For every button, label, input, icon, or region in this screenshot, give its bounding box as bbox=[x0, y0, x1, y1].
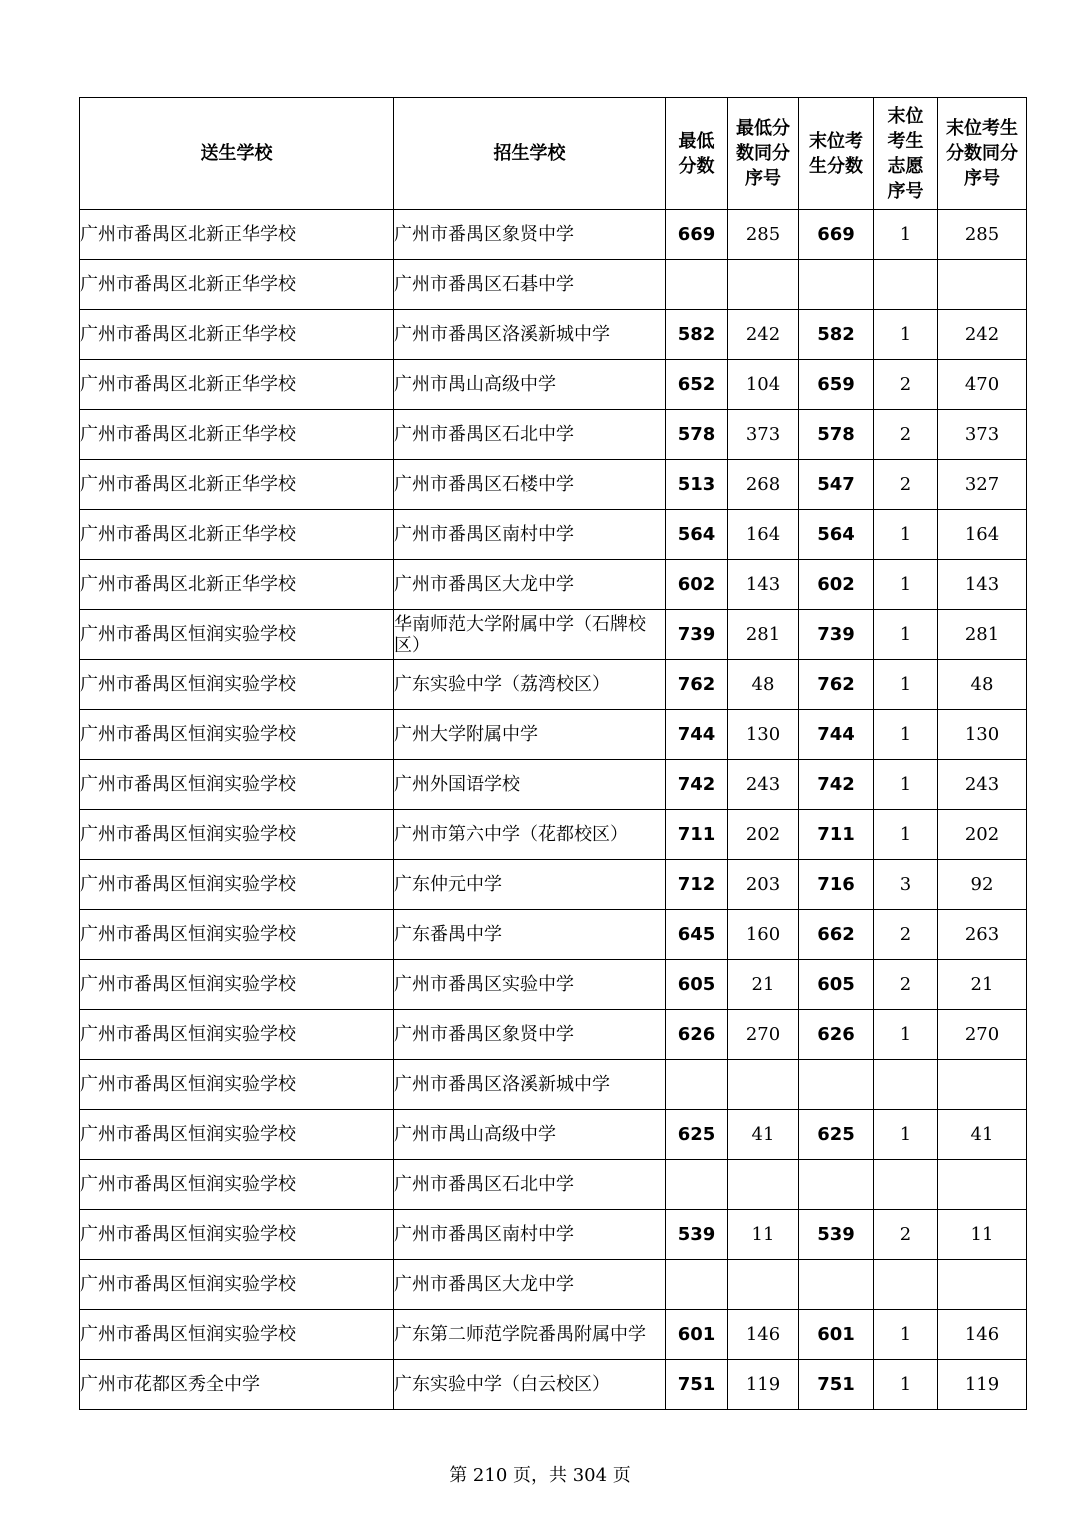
last-score-rank-cell: 373 bbox=[938, 410, 1027, 460]
last-score-rank-cell: 146 bbox=[938, 1310, 1027, 1360]
sending-school-cell: 广州市花都区秀全中学 bbox=[80, 1360, 394, 1410]
header-cell: 送生学校 bbox=[80, 98, 394, 210]
table-row bbox=[80, 1060, 1027, 1110]
last-choice-order-cell: 1 bbox=[874, 710, 938, 760]
min-score-rank-cell: 281 bbox=[728, 610, 799, 660]
min-score-rank-cell: 160 bbox=[728, 910, 799, 960]
admitting-school-cell: 广州市禺山高级中学 bbox=[394, 360, 666, 410]
admitting-school-cell: 广州外国语学校 bbox=[394, 760, 666, 810]
min-score-cell: 711 bbox=[666, 810, 728, 860]
sending-school-cell: 广州市番禺区恒润实验学校 bbox=[80, 1210, 394, 1260]
admitting-school-cell: 广州市第六中学（花都校区） bbox=[394, 810, 666, 860]
table-row bbox=[80, 1110, 1027, 1160]
admitting-school-cell: 广州市番禺区石北中学 bbox=[394, 1160, 666, 1210]
min-score-rank-cell: 119 bbox=[728, 1360, 799, 1410]
last-score-cell bbox=[799, 1060, 874, 1110]
table-row bbox=[80, 810, 1027, 860]
admitting-school-cell: 广州市番禺区象贤中学 bbox=[394, 1010, 666, 1060]
admitting-school-cell: 广州市番禺区石楼中学 bbox=[394, 460, 666, 510]
last-choice-order-cell bbox=[874, 1160, 938, 1210]
min-score-rank-cell: 164 bbox=[728, 510, 799, 560]
sending-school-cell: 广州市番禺区恒润实验学校 bbox=[80, 1110, 394, 1160]
min-score-cell bbox=[666, 1160, 728, 1210]
last-score-cell: 662 bbox=[799, 910, 874, 960]
last-score-rank-cell bbox=[938, 1060, 1027, 1110]
min-score-cell: 652 bbox=[666, 360, 728, 410]
admitting-school-cell: 广东番禺中学 bbox=[394, 910, 666, 960]
table-row bbox=[80, 1210, 1027, 1260]
min-score-rank-cell bbox=[728, 260, 799, 310]
sending-school-cell: 广州市番禺区北新正华学校 bbox=[80, 510, 394, 560]
sending-school-cell: 广州市番禺区恒润实验学校 bbox=[80, 610, 394, 660]
min-score-cell: 601 bbox=[666, 1310, 728, 1360]
last-score-cell: 742 bbox=[799, 760, 874, 810]
min-score-cell bbox=[666, 1060, 728, 1110]
min-score-rank-cell: 203 bbox=[728, 860, 799, 910]
admitting-school-cell: 广州市番禺区南村中学 bbox=[394, 510, 666, 560]
last-choice-order-cell: 1 bbox=[874, 310, 938, 360]
admitting-school-cell: 广州大学附属中学 bbox=[394, 710, 666, 760]
table-row bbox=[80, 1010, 1027, 1060]
table-row bbox=[80, 260, 1027, 310]
last-score-rank-cell: 470 bbox=[938, 360, 1027, 410]
table-row bbox=[80, 210, 1027, 260]
last-score-cell: 762 bbox=[799, 660, 874, 710]
page-footer: 第 210 页，共 304 页 bbox=[449, 1465, 631, 1486]
admitting-school-cell: 广东实验中学（白云校区） bbox=[394, 1360, 666, 1410]
last-score-rank-cell: 202 bbox=[938, 810, 1027, 860]
sending-school-cell: 广州市番禺区北新正华学校 bbox=[80, 410, 394, 460]
table-row bbox=[80, 510, 1027, 560]
sending-school-cell: 广州市番禺区恒润实验学校 bbox=[80, 710, 394, 760]
last-score-cell: 582 bbox=[799, 310, 874, 360]
last-score-rank-cell: 143 bbox=[938, 560, 1027, 610]
min-score-rank-cell bbox=[728, 1260, 799, 1310]
min-score-cell: 602 bbox=[666, 560, 728, 610]
admitting-school-cell: 广东仲元中学 bbox=[394, 860, 666, 910]
last-score-cell: 539 bbox=[799, 1210, 874, 1260]
admitting-school-cell: 广州市番禺区洛溪新城中学 bbox=[394, 310, 666, 360]
last-choice-order-cell: 1 bbox=[874, 210, 938, 260]
last-score-cell: 626 bbox=[799, 1010, 874, 1060]
min-score-cell: 582 bbox=[666, 310, 728, 360]
min-score-rank-cell: 146 bbox=[728, 1310, 799, 1360]
sending-school-cell: 广州市番禺区恒润实验学校 bbox=[80, 810, 394, 860]
last-choice-order-cell: 1 bbox=[874, 810, 938, 860]
min-score-cell: 513 bbox=[666, 460, 728, 510]
table-row bbox=[80, 310, 1027, 360]
last-score-cell: 744 bbox=[799, 710, 874, 760]
min-score-rank-cell: 130 bbox=[728, 710, 799, 760]
admitting-school-cell: 广州市番禺区石北中学 bbox=[394, 410, 666, 460]
admitting-school-cell: 广州市番禺区南村中学 bbox=[394, 1210, 666, 1260]
table-row bbox=[80, 610, 1027, 660]
last-score-cell: 739 bbox=[799, 610, 874, 660]
last-choice-order-cell: 1 bbox=[874, 1010, 938, 1060]
table-row bbox=[80, 660, 1027, 710]
sending-school-cell: 广州市番禺区恒润实验学校 bbox=[80, 1310, 394, 1360]
table-row bbox=[80, 1160, 1027, 1210]
min-score-cell: 742 bbox=[666, 760, 728, 810]
header-cell: 招生学校 bbox=[394, 98, 666, 210]
admission-table bbox=[79, 97, 1027, 1410]
last-choice-order-cell bbox=[874, 1060, 938, 1110]
sending-school-cell: 广州市番禺区北新正华学校 bbox=[80, 460, 394, 510]
last-score-rank-cell: 130 bbox=[938, 710, 1027, 760]
last-score-rank-cell: 119 bbox=[938, 1360, 1027, 1410]
last-score-rank-cell: 285 bbox=[938, 210, 1027, 260]
sending-school-cell: 广州市番禺区恒润实验学校 bbox=[80, 660, 394, 710]
last-score-rank-cell bbox=[938, 1260, 1027, 1310]
min-score-cell: 645 bbox=[666, 910, 728, 960]
last-score-cell: 578 bbox=[799, 410, 874, 460]
min-score-rank-cell: 268 bbox=[728, 460, 799, 510]
last-score-cell: 605 bbox=[799, 960, 874, 1010]
min-score-rank-cell: 373 bbox=[728, 410, 799, 460]
min-score-cell: 739 bbox=[666, 610, 728, 660]
sending-school-cell: 广州市番禺区恒润实验学校 bbox=[80, 1060, 394, 1110]
min-score-cell: 605 bbox=[666, 960, 728, 1010]
last-score-cell bbox=[799, 1160, 874, 1210]
min-score-rank-cell: 242 bbox=[728, 310, 799, 360]
min-score-cell: 744 bbox=[666, 710, 728, 760]
sending-school-cell: 广州市番禺区恒润实验学校 bbox=[80, 860, 394, 910]
admitting-school-cell: 广州市番禺区象贤中学 bbox=[394, 210, 666, 260]
min-score-rank-cell: 285 bbox=[728, 210, 799, 260]
admitting-school-cell: 广州市番禺区大龙中学 bbox=[394, 1260, 666, 1310]
last-choice-order-cell: 2 bbox=[874, 360, 938, 410]
table-row bbox=[80, 1310, 1027, 1360]
header-cell: 最低分 数同分 序号 bbox=[728, 98, 799, 210]
last-score-cell: 711 bbox=[799, 810, 874, 860]
last-score-rank-cell: 242 bbox=[938, 310, 1027, 360]
table-row bbox=[80, 1260, 1027, 1310]
last-score-rank-cell: 281 bbox=[938, 610, 1027, 660]
sending-school-cell: 广州市番禺区恒润实验学校 bbox=[80, 1260, 394, 1310]
sending-school-cell: 广州市番禺区恒润实验学校 bbox=[80, 760, 394, 810]
last-score-cell: 564 bbox=[799, 510, 874, 560]
last-score-cell: 601 bbox=[799, 1310, 874, 1360]
last-score-rank-cell: 164 bbox=[938, 510, 1027, 560]
min-score-rank-cell: 104 bbox=[728, 360, 799, 410]
last-score-cell: 659 bbox=[799, 360, 874, 410]
sending-school-cell: 广州市番禺区恒润实验学校 bbox=[80, 1010, 394, 1060]
table-row bbox=[80, 910, 1027, 960]
min-score-cell: 564 bbox=[666, 510, 728, 560]
last-choice-order-cell: 1 bbox=[874, 510, 938, 560]
last-score-rank-cell: 92 bbox=[938, 860, 1027, 910]
table-row bbox=[80, 760, 1027, 810]
admitting-school-cell: 广州市番禺区大龙中学 bbox=[394, 560, 666, 610]
last-choice-order-cell bbox=[874, 260, 938, 310]
min-score-rank-cell: 11 bbox=[728, 1210, 799, 1260]
last-score-rank-cell bbox=[938, 260, 1027, 310]
last-score-cell bbox=[799, 1260, 874, 1310]
sending-school-cell: 广州市番禺区北新正华学校 bbox=[80, 260, 394, 310]
last-score-cell: 625 bbox=[799, 1110, 874, 1160]
last-choice-order-cell: 1 bbox=[874, 1110, 938, 1160]
last-choice-order-cell bbox=[874, 1260, 938, 1310]
admitting-school-cell: 广州市番禺区洛溪新城中学 bbox=[394, 1060, 666, 1110]
last-choice-order-cell: 1 bbox=[874, 1310, 938, 1360]
admitting-school-cell: 广州市禺山高级中学 bbox=[394, 1110, 666, 1160]
table-row bbox=[80, 860, 1027, 910]
last-choice-order-cell: 2 bbox=[874, 910, 938, 960]
min-score-cell: 751 bbox=[666, 1360, 728, 1410]
table-row bbox=[80, 1360, 1027, 1410]
table-row bbox=[80, 560, 1027, 610]
last-choice-order-cell: 1 bbox=[874, 760, 938, 810]
min-score-rank-cell: 143 bbox=[728, 560, 799, 610]
last-choice-order-cell: 3 bbox=[874, 860, 938, 910]
last-choice-order-cell: 2 bbox=[874, 410, 938, 460]
last-score-cell bbox=[799, 260, 874, 310]
min-score-rank-cell: 21 bbox=[728, 960, 799, 1010]
admitting-school-cell: 广州市番禺区实验中学 bbox=[394, 960, 666, 1010]
last-choice-order-cell: 2 bbox=[874, 460, 938, 510]
sending-school-cell: 广州市番禺区恒润实验学校 bbox=[80, 960, 394, 1010]
header-cell: 末位考 生分数 bbox=[799, 98, 874, 210]
last-score-rank-cell: 327 bbox=[938, 460, 1027, 510]
sending-school-cell: 广州市番禺区恒润实验学校 bbox=[80, 910, 394, 960]
min-score-rank-cell: 202 bbox=[728, 810, 799, 860]
table-row bbox=[80, 410, 1027, 460]
min-score-rank-cell: 243 bbox=[728, 760, 799, 810]
min-score-cell: 578 bbox=[666, 410, 728, 460]
admitting-school-cell: 广州市番禺区石碁中学 bbox=[394, 260, 666, 310]
min-score-rank-cell bbox=[728, 1060, 799, 1110]
min-score-rank-cell: 41 bbox=[728, 1110, 799, 1160]
last-score-cell: 669 bbox=[799, 210, 874, 260]
last-choice-order-cell: 1 bbox=[874, 560, 938, 610]
table-row bbox=[80, 710, 1027, 760]
last-choice-order-cell: 2 bbox=[874, 960, 938, 1010]
last-choice-order-cell: 1 bbox=[874, 1360, 938, 1410]
last-choice-order-cell: 2 bbox=[874, 1210, 938, 1260]
last-choice-order-cell: 1 bbox=[874, 660, 938, 710]
sending-school-cell: 广州市番禺区恒润实验学校 bbox=[80, 1160, 394, 1210]
admitting-school-cell: 华南师范大学附属中学（石牌校区） bbox=[394, 610, 666, 660]
last-score-rank-cell: 21 bbox=[938, 960, 1027, 1010]
last-score-rank-cell: 48 bbox=[938, 660, 1027, 710]
min-score-rank-cell: 48 bbox=[728, 660, 799, 710]
last-score-cell: 602 bbox=[799, 560, 874, 610]
last-score-rank-cell: 41 bbox=[938, 1110, 1027, 1160]
min-score-cell: 626 bbox=[666, 1010, 728, 1060]
last-score-cell: 751 bbox=[799, 1360, 874, 1410]
last-score-rank-cell bbox=[938, 1160, 1027, 1210]
sending-school-cell: 广州市番禺区北新正华学校 bbox=[80, 210, 394, 260]
min-score-cell: 762 bbox=[666, 660, 728, 710]
min-score-cell: 539 bbox=[666, 1210, 728, 1260]
table-row bbox=[80, 360, 1027, 410]
last-score-rank-cell: 263 bbox=[938, 910, 1027, 960]
min-score-rank-cell bbox=[728, 1160, 799, 1210]
min-score-cell bbox=[666, 260, 728, 310]
min-score-rank-cell: 270 bbox=[728, 1010, 799, 1060]
last-score-rank-cell: 270 bbox=[938, 1010, 1027, 1060]
admitting-school-cell: 广东第二师范学院番禺附属中学 bbox=[394, 1310, 666, 1360]
header-cell: 末位 考生 志愿 序号 bbox=[874, 98, 938, 210]
sending-school-cell: 广州市番禺区北新正华学校 bbox=[80, 560, 394, 610]
last-choice-order-cell: 1 bbox=[874, 610, 938, 660]
header-cell: 最低 分数 bbox=[666, 98, 728, 210]
last-score-cell: 716 bbox=[799, 860, 874, 910]
table-row bbox=[80, 460, 1027, 510]
min-score-cell bbox=[666, 1260, 728, 1310]
admitting-school-cell: 广东实验中学（荔湾校区） bbox=[394, 660, 666, 710]
sending-school-cell: 广州市番禺区北新正华学校 bbox=[80, 310, 394, 360]
last-score-cell: 547 bbox=[799, 460, 874, 510]
table-header-row bbox=[80, 98, 1027, 210]
last-score-rank-cell: 11 bbox=[938, 1210, 1027, 1260]
table-body bbox=[80, 210, 1027, 1410]
min-score-cell: 669 bbox=[666, 210, 728, 260]
header-cell: 末位考生 分数同分 序号 bbox=[938, 98, 1027, 210]
sending-school-cell: 广州市番禺区北新正华学校 bbox=[80, 360, 394, 410]
min-score-cell: 712 bbox=[666, 860, 728, 910]
last-score-rank-cell: 243 bbox=[938, 760, 1027, 810]
table-row bbox=[80, 960, 1027, 1010]
min-score-cell: 625 bbox=[666, 1110, 728, 1160]
